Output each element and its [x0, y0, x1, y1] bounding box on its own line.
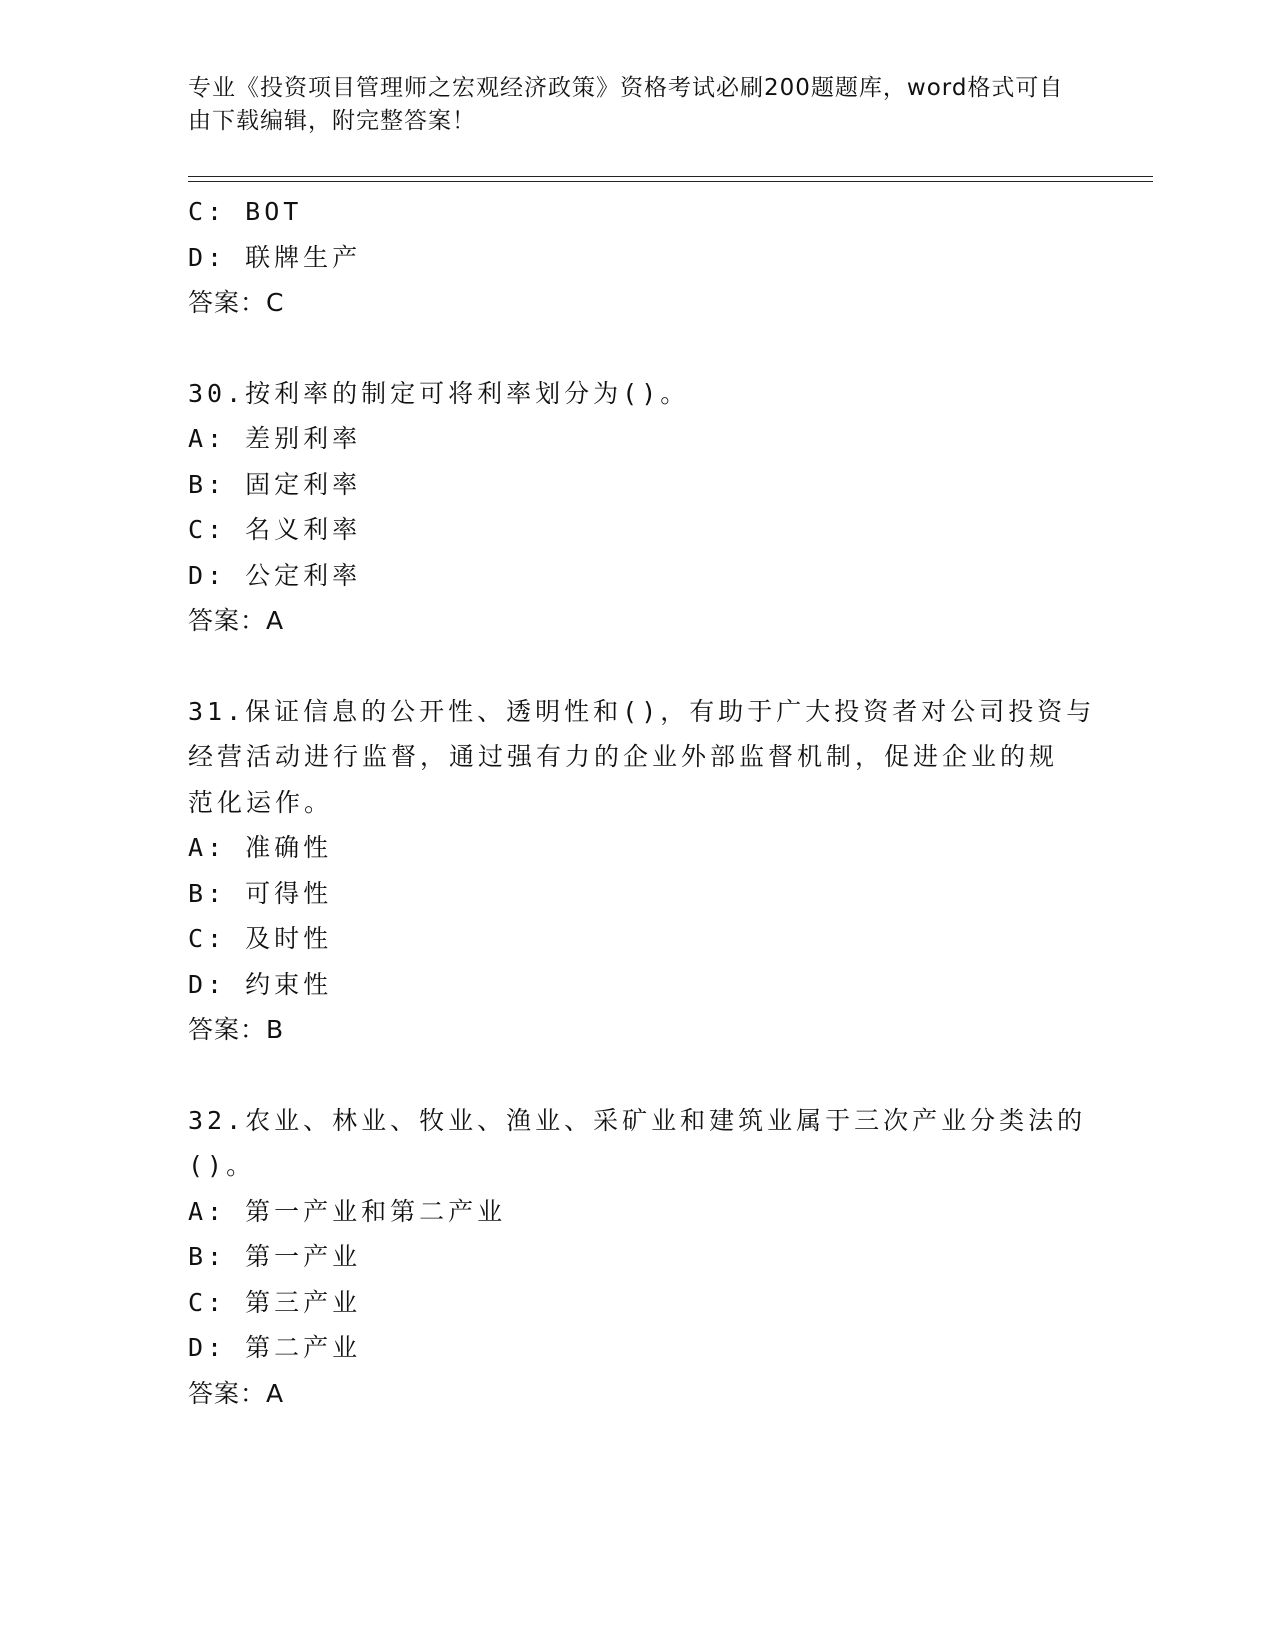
- option-row: [188, 189, 1088, 235]
- option-label: A:: [188, 1196, 227, 1226]
- answer-line: 答案：C: [188, 288, 285, 317]
- option-row: [188, 825, 1088, 871]
- question-text-line: 31.保证信息的公开性、透明性和()，有助于广大投资者对公司投资与: [188, 696, 1096, 726]
- option-text: 固定利率: [245, 469, 362, 499]
- option-text: 第一产业: [245, 1242, 362, 1271]
- question-text-line: 范化运作。: [188, 787, 334, 817]
- option-text: 第二产业: [245, 1333, 362, 1362]
- spacer: [188, 326, 1088, 371]
- option-label: C:: [188, 1287, 227, 1317]
- option-row: [188, 962, 1088, 1008]
- document-header: [188, 72, 1068, 138]
- option-label: D:: [188, 560, 227, 590]
- option-label: B:: [188, 878, 227, 908]
- answer-line: 答案：B: [188, 1015, 285, 1044]
- header-divider-top: [188, 176, 1153, 177]
- option-row: [188, 235, 1088, 281]
- option-text: 差别利率: [245, 424, 362, 453]
- option-text: 准确性: [245, 833, 333, 862]
- option-label: D:: [188, 1333, 227, 1362]
- option-text: 及时性: [245, 924, 333, 953]
- option-row: [188, 1325, 1088, 1371]
- spacer: [188, 1053, 1088, 1098]
- option-text: 联牌生产: [245, 242, 362, 272]
- option-row: [188, 916, 1088, 962]
- option-text: BOT: [245, 197, 303, 226]
- question-32: [188, 1098, 1088, 1417]
- option-text: 可得性: [245, 878, 333, 908]
- option-label: A:: [188, 833, 227, 862]
- option-label: C:: [188, 924, 227, 953]
- option-row: [188, 871, 1088, 917]
- option-row: [188, 462, 1088, 508]
- option-row: [188, 507, 1088, 553]
- option-label: D:: [188, 242, 227, 272]
- previous-question-tail: [188, 189, 1088, 326]
- option-row: [188, 553, 1088, 599]
- question-text-line: ()。: [188, 1151, 256, 1180]
- option-label: D:: [188, 969, 227, 999]
- option-label: A:: [188, 424, 227, 453]
- question-31: [188, 689, 1096, 1053]
- question-content: [188, 189, 1096, 1416]
- spacer: [188, 644, 1088, 689]
- option-text: 公定利率: [245, 560, 362, 590]
- option-row: [188, 1280, 1088, 1326]
- header-title: 专业《投资项目管理师之宏观经济政策》资格考试必刷200题题库，word格式可自由下载编辑，附完整答案！: [188, 75, 1064, 134]
- option-text: 约束性: [245, 969, 333, 999]
- option-label: B:: [188, 469, 227, 499]
- option-text: 第一产业和第二产业: [245, 1196, 507, 1226]
- option-label: C:: [188, 197, 227, 226]
- option-label: B:: [188, 1242, 227, 1271]
- answer-line: 答案：A: [188, 606, 285, 635]
- option-text: 名义利率: [245, 515, 362, 544]
- question-30: [188, 371, 1088, 644]
- header-divider-bottom: [188, 181, 1153, 182]
- question-text-line: 32.农业、林业、牧业、渔业、采矿业和建筑业属于三次产业分类法的: [188, 1105, 1087, 1135]
- option-row: [188, 1234, 1088, 1280]
- question-text-line: 经营活动进行监督，通过强有力的企业外部监督机制，促进企业的规: [188, 742, 1059, 771]
- answer-line: 答案：A: [188, 1378, 285, 1408]
- option-label: C:: [188, 515, 227, 544]
- question-text: 30.按利率的制定可将利率划分为()。: [188, 378, 690, 408]
- option-text: 第三产业: [245, 1287, 362, 1317]
- option-row: [188, 1189, 1088, 1235]
- option-row: [188, 416, 1088, 462]
